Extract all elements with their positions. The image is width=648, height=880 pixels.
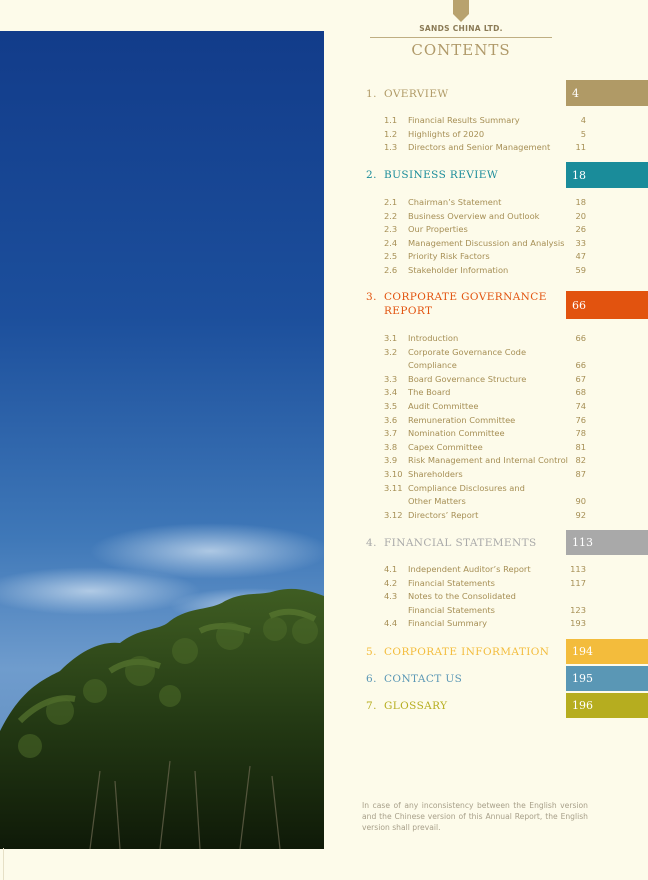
section-page-badge[interactable]: 113	[566, 530, 648, 555]
bookmark-ribbon-icon	[453, 0, 469, 22]
toc-entry[interactable]: 3.12 Directors’ Report 92	[384, 509, 586, 520]
toc-entry[interactable]: 1.2 Highlights of 2020 5	[384, 128, 586, 139]
toc-entry[interactable]: Compliance 66	[408, 360, 586, 371]
section-page-badge[interactable]: 4	[566, 80, 648, 106]
toc-entry[interactable]: 3.4 The Board 68	[384, 387, 586, 398]
toc-entry[interactable]: Other Matters 90	[408, 496, 586, 507]
page-edge-divider	[3, 848, 4, 880]
toc-entry[interactable]: 3.10 Shareholders 87	[384, 469, 586, 479]
section-number: 2.	[366, 169, 377, 181]
section-page-badge[interactable]: 196	[566, 693, 648, 718]
toc-entry[interactable]: Financial Statements 123	[408, 604, 586, 615]
toc-entry[interactable]: 1.3 Directors and Senior Management 11	[384, 142, 586, 153]
toc-entry[interactable]: 3.7 Nomination Committee 78	[384, 428, 586, 439]
page-title: CONTENTS	[411, 41, 511, 59]
toc-entry[interactable]: 2.3 Our Properties 26	[384, 224, 586, 235]
toc-entry[interactable]: 3.6 Remuneration Committee 76	[384, 414, 586, 425]
section-number: 5.	[366, 646, 377, 658]
toc-entry[interactable]: 3.11 Compliance Disclosures and	[384, 482, 525, 493]
section-number: 7.	[366, 700, 377, 712]
section-title: BUSINESS REVIEW	[384, 169, 499, 181]
toc-entry[interactable]: 3.9 Risk Management and Internal Control 82	[384, 455, 586, 466]
section-page-badge[interactable]: 195	[566, 666, 648, 691]
toc-entry[interactable]: 2.6 Stakeholder Information 59	[384, 265, 586, 275]
toc-entry[interactable]: 4.3 Notes to the Consolidated	[384, 591, 516, 602]
header-divider	[370, 37, 552, 38]
toc-entry[interactable]: 3.5 Audit Committee 74	[384, 401, 586, 411]
section-title: CORPORATE INFORMATION	[384, 646, 550, 658]
toc-entry[interactable]: 2.5 Priority Risk Factors 47	[384, 251, 586, 262]
section-title: OVERVIEW	[384, 88, 449, 100]
section-number: 1.	[366, 88, 377, 100]
section-title: FINANCIAL STATEMENTS	[384, 537, 537, 549]
section-page-badge[interactable]: 194	[566, 639, 648, 664]
section-title: GLOSSARY	[384, 700, 448, 712]
section-number: 6.	[366, 673, 377, 685]
section-number: 4.	[366, 537, 377, 549]
toc-entry[interactable]: 1.1 Financial Results Summary 4	[384, 115, 586, 125]
section-title: CORPORATE GOVERNANCE REPORT	[384, 291, 547, 317]
toc-entry[interactable]: 2.4 Management Discussion and Analysis 33	[384, 237, 586, 248]
company-name: SANDS CHINA LTD.	[419, 24, 503, 33]
cover-photo-sky-trees	[0, 31, 324, 849]
section-number: 3.	[366, 291, 377, 303]
toc-entry[interactable]: 3.1 Introduction 66	[384, 333, 586, 343]
toc-entry[interactable]: 3.2 Corporate Governance Code	[384, 346, 527, 357]
toc-entry[interactable]: 4.1 Independent Auditor’s Report 113	[384, 564, 586, 574]
section-page-badge[interactable]: 18	[566, 162, 648, 188]
toc-entry[interactable]: 2.1 Chairman’s Statement 18	[384, 197, 586, 207]
section-title: CONTACT US	[384, 673, 463, 685]
section-page-badge[interactable]: 66	[566, 291, 648, 319]
toc-entry[interactable]: 4.2 Financial Statements 117	[384, 577, 586, 588]
toc-entry[interactable]: 3.3 Board Governance Structure 67	[384, 373, 586, 384]
language-disclaimer: In case of any inconsistency between the English version and the Chinese version of this Annual Report, the English version shall prevail.	[362, 801, 588, 833]
toc-entry[interactable]: 2.2 Business Overview and Outlook 20	[384, 210, 586, 221]
toc-entry[interactable]: 3.8 Capex Committee 81	[384, 441, 586, 452]
toc-entry[interactable]: 4.4 Financial Summary 193	[384, 618, 586, 629]
